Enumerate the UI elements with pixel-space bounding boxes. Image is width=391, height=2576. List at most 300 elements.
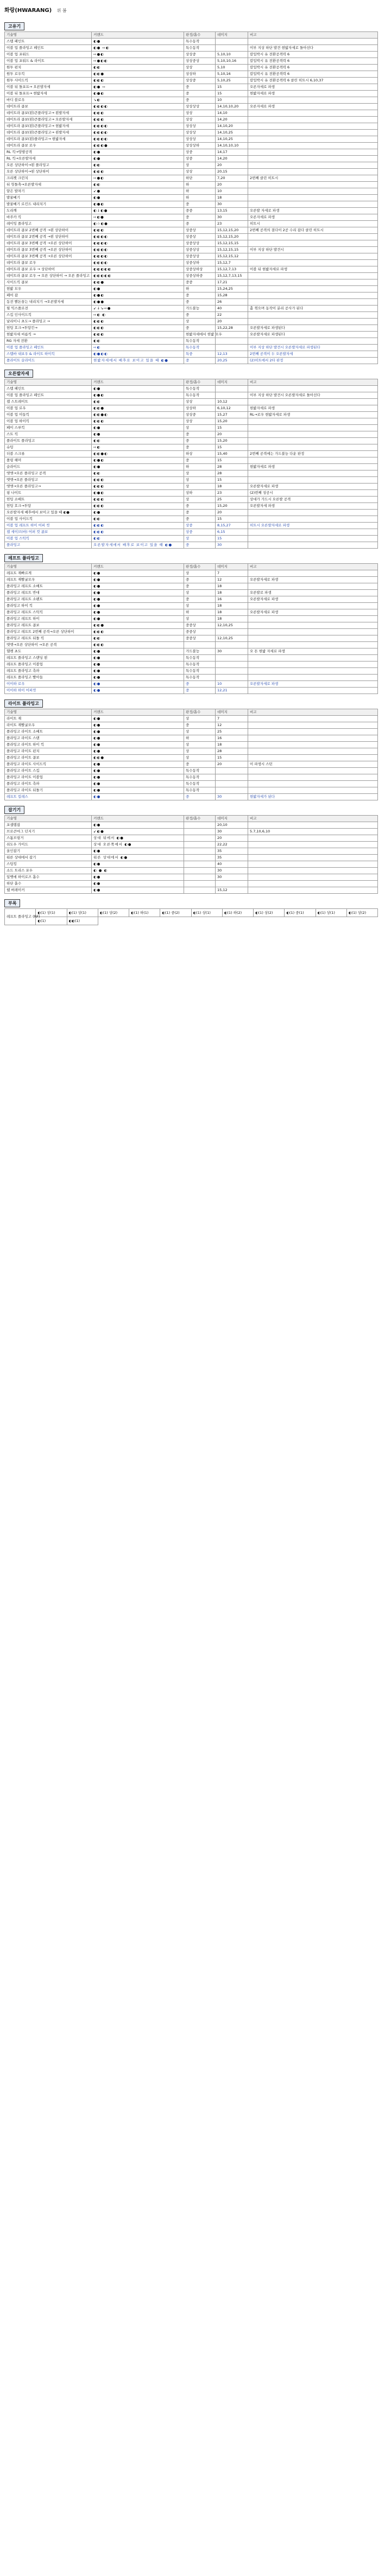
move-note: [248, 874, 378, 881]
table-row: [5, 58, 378, 65]
move-damage: 15,12,15,20: [216, 234, 248, 240]
move-note: [248, 143, 378, 149]
move-judge: 상중: [184, 149, 216, 156]
move-command: ◐◐◐◐: [92, 234, 184, 240]
move-name: 레프트 플라밍고 빨아들: [5, 675, 92, 681]
move-list-sections: [4, 22, 378, 894]
move-note: [248, 642, 378, 648]
move-damage: 5,10,10: [216, 52, 248, 58]
move-note: [248, 470, 378, 477]
column-header-command: 커맨드: [92, 709, 184, 716]
move-damage: [216, 774, 248, 781]
move-note: 현밟자세로 파생: [248, 464, 378, 470]
column-header-judge: 판정/흡수: [184, 709, 216, 716]
move-command: ◐●: [92, 881, 184, 887]
move-name: 데이트라 콤보(왼)큰플라밍고→ 왼발자세: [5, 130, 92, 136]
move-note: 홀 꺾으며 동작이 분리 공사가 된다: [248, 306, 378, 312]
move-command: ◐◐◐: [92, 629, 184, 635]
move-damage: 14,10,25: [216, 130, 248, 136]
move-command: ◐●: [92, 735, 184, 742]
column-header-judge: 판정/흡수: [184, 32, 216, 39]
move-name: 데이트라 콤보(왼)플라밍고→ 현밟자세: [5, 136, 92, 143]
move-judge: 중: [184, 596, 216, 603]
move-judge: [184, 861, 216, 868]
table-row: [5, 312, 378, 319]
move-name: 엣엣→오른 플라밍고: [5, 477, 92, 484]
move-damage: 20: [216, 431, 248, 438]
move-note: 이부 지상 하단 발견시 오른발자세로 돌아선다: [248, 392, 378, 399]
table-row: [5, 306, 378, 312]
move-damage: 10: [216, 188, 248, 195]
move-name: 발꿀베기: [5, 195, 92, 201]
table-row: [5, 755, 378, 761]
move-name: 페어 잡: [5, 292, 92, 299]
move-damage: 10: [216, 681, 248, 688]
move-name: 플라밍고 레프트 2번째 공격→오른 상단하이: [5, 629, 92, 635]
table-row: [5, 162, 378, 169]
move-judge: [184, 881, 216, 887]
move-damage: 26: [216, 299, 248, 306]
move-command: ◐◐: [92, 438, 184, 444]
move-name: 포셉탭잡: [5, 822, 92, 829]
move-judge: 상상상상: [184, 104, 216, 110]
move-command: 오른발자세에서 배후로 보이고 있을 때 ◐●: [92, 542, 184, 549]
move-damage: [216, 768, 248, 774]
move-command: ◐◐●: [92, 622, 184, 629]
move-note: 칼입박시 유 전환공격력 6 클린 히트시 6,10,37: [248, 78, 378, 84]
move-name: 플라밍고 레프트 소배트: [5, 583, 92, 590]
move-damage: [216, 386, 248, 392]
move-judge: 상상하: [184, 405, 216, 412]
move-judge: 하: [184, 188, 216, 195]
move-judge: 중: [184, 516, 216, 523]
move-note: [248, 755, 378, 761]
move-damage: [216, 629, 248, 635]
header-row: [5, 816, 378, 822]
move-command: ◐●: [92, 675, 184, 681]
table-row: [5, 260, 378, 266]
move-name: 스팅킹: [5, 861, 92, 868]
table-row: [5, 208, 378, 214]
move-damage: 12: [216, 722, 248, 729]
table-row: [5, 842, 378, 848]
move-note: [248, 431, 378, 438]
move-command: ◐◐: [92, 338, 184, 345]
move-name: 엣엣→오른 플라밍고→: [5, 484, 92, 490]
header-row: [5, 32, 378, 39]
move-note: [248, 716, 378, 722]
move-judge: 상중상하: [184, 260, 216, 266]
move-note: [248, 768, 378, 774]
appendix-cell: ◐(1): [36, 917, 67, 925]
move-command: ◐● ⇨◐: [92, 45, 184, 52]
appendix-cell: ◐(1) 상(1): [67, 909, 98, 917]
move-command: ◐◐◐: [92, 523, 184, 529]
move-damage: 15,12,15,20: [216, 227, 248, 234]
move-name: 이블 업 사이드킥: [5, 516, 92, 523]
move-name: 레프트 플라밍고 스탠딩 왼: [5, 655, 92, 662]
move-command: ◐●: [92, 386, 184, 392]
move-note: [248, 603, 378, 609]
move-judge: 상: [184, 742, 216, 748]
move-name: 데이트라 콤보 로우: [5, 143, 92, 149]
section: [4, 22, 378, 364]
move-command: ◐●: [92, 156, 184, 162]
move-damage: 18: [216, 484, 248, 490]
move-command: ◐◐: [92, 182, 184, 188]
move-damage: 5,10,10,16: [216, 58, 248, 65]
move-damage: 16: [216, 596, 248, 603]
column-header-damage: 데미지: [216, 379, 248, 386]
section-title: 라이트 플라밍고: [4, 699, 43, 708]
header-row: [5, 709, 378, 716]
table-row: [5, 596, 378, 603]
move-note: [248, 425, 378, 431]
move-name: 플라밍고 레프트 스틱킥: [5, 609, 92, 616]
move-note: [248, 536, 378, 542]
move-name: 레프트 플라밍고 측파: [5, 668, 92, 675]
move-name: 페이 스루킥: [5, 425, 92, 431]
move-name: 이이하 로우: [5, 681, 92, 688]
move-judge: 상중상상: [184, 240, 216, 247]
move-damage: 28: [216, 464, 248, 470]
table-row: [5, 835, 378, 842]
appendix-cell: ◐(1) 상(1): [36, 909, 67, 917]
move-name: 워른 상대에서 잡기: [5, 855, 92, 861]
move-judge: 특수동작: [184, 781, 216, 787]
move-damage: 15,12,7: [216, 260, 248, 266]
move-note: [248, 616, 378, 622]
move-name: 바주카 킥: [5, 214, 92, 221]
move-judge: 중: [184, 794, 216, 800]
table-row: [5, 609, 378, 616]
move-judge: 상: [184, 590, 216, 596]
column-header-damage: 데미지: [216, 709, 248, 716]
move-name: 일벳에 하이로즈 흡수: [5, 874, 92, 881]
table-row: [5, 583, 378, 590]
move-damage: 28: [216, 470, 248, 477]
move-judge: 중중: [184, 279, 216, 286]
move-command: ◐◐●: [92, 755, 184, 761]
column-header-name: 기술명: [5, 816, 92, 822]
move-damage: 15,28: [216, 292, 248, 299]
move-note: [248, 729, 378, 735]
column-header-name: 기술명: [5, 709, 92, 716]
move-name: 플라밍고 라이트 콤보: [5, 755, 92, 761]
table-row: [5, 338, 378, 345]
move-damage: 15,12,7,13,15: [216, 273, 248, 279]
move-note: [248, 97, 378, 104]
move-damage: 23: [216, 221, 248, 227]
move-name: 얕은 발차기: [5, 188, 92, 195]
move-damage: 15,40: [216, 451, 248, 457]
column-header-note: 비고: [248, 709, 378, 716]
move-name: 플라밍고 라이트 측파: [5, 781, 92, 787]
move-note: [248, 240, 378, 247]
move-note: [248, 542, 378, 549]
move-judge: 상: [184, 484, 216, 490]
move-damage: 12,10,25: [216, 635, 248, 642]
move-command: ◐ ● ◐: [92, 868, 184, 874]
move-command: ◐●: [92, 768, 184, 774]
move-damage: 18: [216, 590, 248, 596]
appendix-cell: ◐(1) 상(1): [191, 909, 222, 917]
move-name: 플라밍고 라이트 소배트: [5, 729, 92, 735]
move-damage: 30: [216, 648, 248, 655]
move-name: 원투 로우킥: [5, 71, 92, 78]
move-damage: 30: [216, 829, 248, 835]
move-judge: 상: [184, 748, 216, 755]
move-name: 데이트라 콤보: [5, 104, 92, 110]
move-judge: 하단: [184, 175, 216, 182]
move-judge: 상: [184, 603, 216, 609]
move-command: ◐◐◐◐: [92, 104, 184, 110]
table-row: [5, 175, 378, 182]
move-command: 현밟자세에서 배후로 보이고 있을 때 ◐●: [92, 358, 184, 364]
move-name: 엣엣→오른 플라밍고 공격: [5, 470, 92, 477]
move-judge: 상중: [184, 156, 216, 162]
table-row: [5, 510, 378, 516]
table-row: [5, 781, 378, 787]
column-header-note: 비고: [248, 379, 378, 386]
move-command: ◐●: [92, 577, 184, 583]
move-command: ◐◐◐: [92, 503, 184, 510]
move-name: 웹 버레이커: [5, 887, 92, 894]
move-damage: 20: [216, 182, 248, 188]
table-row: [5, 675, 378, 681]
move-damage: [216, 338, 248, 345]
move-judge: 상중상상: [184, 247, 216, 253]
move-command: ◐◐◐: [92, 332, 184, 338]
move-name: 이블 업 로우: [5, 405, 92, 412]
move-command: ◐●: [92, 603, 184, 609]
move-damage: 40: [216, 306, 248, 312]
table-row: [5, 536, 378, 542]
move-command: ◐◐◐◐: [92, 130, 184, 136]
move-damage: 15: [216, 425, 248, 431]
move-name: 데이트라 콤보(왼)큰플라밍고→ 왼발자세: [5, 110, 92, 117]
move-judge: 가드불능: [184, 648, 216, 655]
move-judge: 중: [184, 444, 216, 451]
move-note: 이부 지상 하단 발견 현밟자세로 돌아선다: [248, 45, 378, 52]
move-judge: 상: [184, 477, 216, 484]
move-judge: 상: [184, 570, 216, 577]
move-name: 이블 뒤 돌포프→ 오른발자세: [5, 84, 92, 91]
table-row: [5, 516, 378, 523]
move-command: ◐●: [92, 616, 184, 622]
move-command: ◐●: [92, 583, 184, 590]
move-table: [4, 709, 378, 800]
move-damage: 12,10,25: [216, 622, 248, 629]
move-damage: 14,10: [216, 110, 248, 117]
move-command: ◐●: [92, 149, 184, 156]
move-note: (2)히트에서 2타 판정: [248, 358, 378, 364]
move-judge: 특수동작: [184, 386, 216, 392]
move-command: ◐●: [92, 609, 184, 616]
move-judge: 중: [184, 722, 216, 729]
table-row: [5, 45, 378, 52]
move-command: ◐●: [92, 722, 184, 729]
move-name: 잽 스트레이트: [5, 399, 92, 405]
move-name: 레프트 플라밍고 이블업: [5, 662, 92, 668]
move-command: ◐◐: [92, 516, 184, 523]
move-damage: 6,10,12: [216, 405, 248, 412]
table-row: [5, 464, 378, 470]
move-note: [248, 529, 378, 536]
move-name: 동전 빨돈꿈는 내리치기 →오른발자세: [5, 299, 92, 306]
move-note: 오 튼 현밟 자세로 파생: [248, 648, 378, 655]
table-row: [5, 130, 378, 136]
move-command: ◐●◐: [92, 292, 184, 299]
move-command: 상대 뒤에서 ◐●: [92, 835, 184, 842]
table-row: [5, 332, 378, 338]
table-row: [5, 39, 378, 45]
move-command: ◐●: [92, 822, 184, 829]
move-judge: 중: [184, 358, 216, 364]
move-note: [248, 848, 378, 855]
move-name: 이이하 하이 어퍼컷: [5, 688, 92, 694]
move-name: 날리이니 초도→ 플라밍고 →: [5, 319, 92, 325]
move-note: [248, 629, 378, 635]
table-row: [5, 117, 378, 123]
move-command: ◐●: [92, 716, 184, 722]
column-header-damage: 데미지: [216, 32, 248, 39]
table-row: [5, 490, 378, 497]
move-damage: 14,10,20: [216, 123, 248, 130]
move-damage: 15,12,7,13: [216, 266, 248, 273]
appendix-cell: ◐(1) 중(2): [160, 909, 191, 917]
move-note: 오른발자세로 파생된다: [248, 325, 378, 332]
appendix-cell: ◐(1) 상(1): [316, 909, 346, 917]
move-damage: [216, 655, 248, 662]
move-command: ◐◐◐◐◐: [92, 273, 184, 279]
move-name: 플라밍고 라이트 스킵: [5, 768, 92, 774]
move-note: [248, 123, 378, 130]
move-damage: 35: [216, 848, 248, 855]
move-name: 스킵 인사이드킥: [5, 312, 92, 319]
move-name: 이블 업 포워드 & 라이트: [5, 58, 92, 65]
table-row: [5, 577, 378, 583]
table-row: [5, 149, 378, 156]
move-name: 플라이트 플라밍고: [5, 438, 92, 444]
move-command: ◐●: [92, 570, 184, 577]
move-damage: 20,25: [216, 358, 248, 364]
table-row: [5, 201, 378, 208]
move-command: ⇨●◐: [92, 175, 184, 182]
move-command: ◐●: [92, 787, 184, 794]
move-note: [248, 748, 378, 755]
move-name: 슈팅: [5, 444, 92, 451]
move-name: 오른 상단하이→왼 상단하이: [5, 169, 92, 175]
move-command: ◐◐◐◐: [92, 260, 184, 266]
move-command: ◐●: [92, 464, 184, 470]
move-name: 이블 업 하이킥: [5, 418, 92, 425]
move-name: 스톰브링거: [5, 835, 92, 842]
table-row: [5, 431, 378, 438]
move-command: ◐◐●◐: [92, 412, 184, 418]
move-note: 오른발자세로 파생: [248, 596, 378, 603]
move-damage: 40: [216, 861, 248, 868]
move-judge: 특수동작: [184, 787, 216, 794]
move-note: 오른자세로 파생: [248, 84, 378, 91]
move-judge: 중중상: [184, 622, 216, 629]
move-name: 소드 트리스 포우: [5, 868, 92, 874]
table-row: [5, 292, 378, 299]
move-note: [248, 195, 378, 201]
move-name: 플라밍고 하이 킥: [5, 603, 92, 609]
move-name: 엣엣→오른 상단하이 →오른 공격: [5, 642, 92, 648]
table-row: [5, 418, 378, 425]
move-name: 헬켓 초도: [5, 648, 92, 655]
table-row: [5, 735, 378, 742]
move-damage: 18: [216, 616, 248, 622]
move-command: ◐●●: [92, 299, 184, 306]
move-damage: [216, 781, 248, 787]
table-row: [5, 722, 378, 729]
section-title: 잡기기: [4, 806, 24, 814]
move-name: 잽 세이브(바) 어퍼 컷 콤보: [5, 529, 92, 536]
move-judge: 상상상: [184, 123, 216, 130]
move-name: RL 킥→양발공격: [5, 149, 92, 156]
move-name: 헌팅 소배트: [5, 497, 92, 503]
move-note: [248, 887, 378, 894]
move-judge: 상: [184, 716, 216, 722]
table-row: [5, 622, 378, 629]
page-title: 화랑(HWARANG): [4, 8, 52, 14]
move-command: ◐◐◐: [92, 110, 184, 117]
move-name: 오른 상단하이→왼 플라밍고: [5, 162, 92, 169]
table-row: [5, 221, 378, 227]
column-header-damage: 데미지: [216, 816, 248, 822]
column-header-note: 비고: [248, 816, 378, 822]
section-title: 고유기: [4, 22, 24, 30]
move-note: [248, 319, 378, 325]
move-judge: 중: [184, 577, 216, 583]
move-judge: 상: [184, 729, 216, 735]
move-damage: 20: [216, 162, 248, 169]
move-judge: 상: [184, 536, 216, 542]
move-command: ◐●◐: [92, 201, 184, 208]
move-command: ⇨◐: [92, 444, 184, 451]
move-command: ◐◐◐◐: [92, 253, 184, 260]
table-row: [5, 855, 378, 861]
move-note: [248, 675, 378, 681]
move-command: ◐●◐◐: [92, 351, 184, 358]
move-name: 바디 블로우: [5, 97, 92, 104]
move-judge: 중: [184, 761, 216, 768]
move-judge: 상: [184, 755, 216, 761]
table-row: [5, 52, 378, 58]
move-note: [248, 182, 378, 188]
move-damage: 13,15: [216, 208, 248, 214]
move-name: 데이트라 콤보 2번째 공격 →왼 상단하이: [5, 234, 92, 240]
move-damage: [216, 787, 248, 794]
move-name: 플라밍고 레프트 소펜트: [5, 596, 92, 603]
move-judge: [184, 842, 216, 848]
move-damage: 7: [216, 716, 248, 722]
move-command: ◐◐◐◐: [92, 240, 184, 247]
move-judge: 중: [184, 681, 216, 688]
move-command: ◐●: [92, 510, 184, 516]
move-command: ◐●◐: [92, 457, 184, 464]
move-name: RL 킥→오른발자세: [5, 156, 92, 162]
table-row: [5, 143, 378, 149]
move-note: 이블 뒤 현밟자세로 파생: [248, 266, 378, 273]
move-damage: 15,20: [216, 503, 248, 510]
move-command: ◐◐◐●: [92, 143, 184, 149]
move-damage: 17,21: [216, 279, 248, 286]
move-judge: 특수동작: [184, 338, 216, 345]
